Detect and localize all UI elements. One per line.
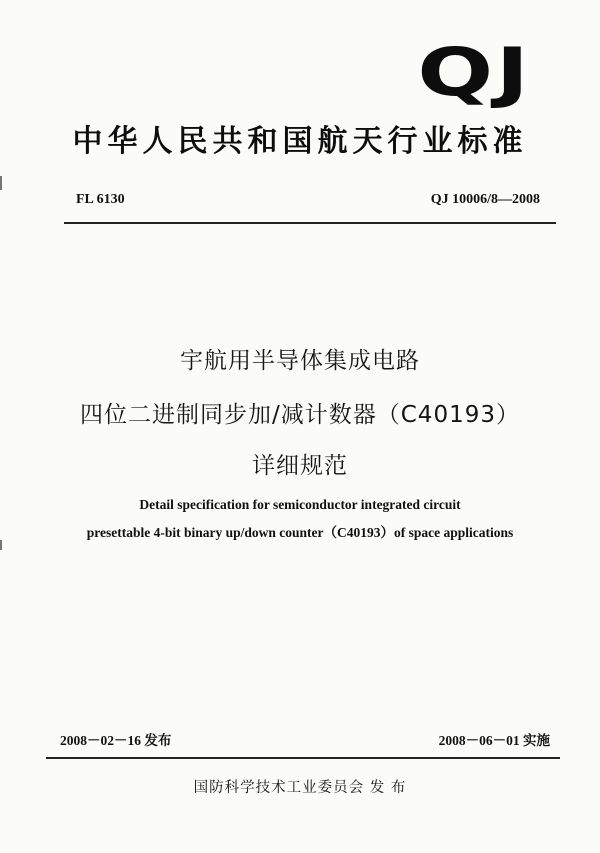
issuing-authority: 国防科学技术工业委员会 发 布 <box>193 780 407 796</box>
classification-code: FL 6130 <box>76 192 125 207</box>
title-en-line1: Detail specification for semiconductor integrated circuit <box>139 497 461 512</box>
qj-logo: QJ <box>417 34 532 111</box>
implementation-date: 2008－06－01 实施 <box>438 733 550 748</box>
standard-body-name: 中华人民共和国航天行业标准 <box>72 124 528 159</box>
title-en-line2: presettable 4-bit binary up/down counter（C40193）of space applications <box>86 525 514 540</box>
bottom-divider <box>46 757 560 759</box>
issue-date: 2008－02－16 发布 <box>60 733 172 748</box>
title-cn-line2: 四位二进制同步加/减计数器（C40193） <box>80 402 520 428</box>
scan-edge-mark <box>0 540 2 550</box>
title-cn-line1: 宇航用半导体集成电路 <box>180 348 420 374</box>
top-divider <box>64 222 556 224</box>
scan-edge-mark <box>0 176 2 190</box>
title-cn-line3: 详细规范 <box>252 453 348 479</box>
standard-number: QJ 10006/8—2008 <box>430 192 540 207</box>
